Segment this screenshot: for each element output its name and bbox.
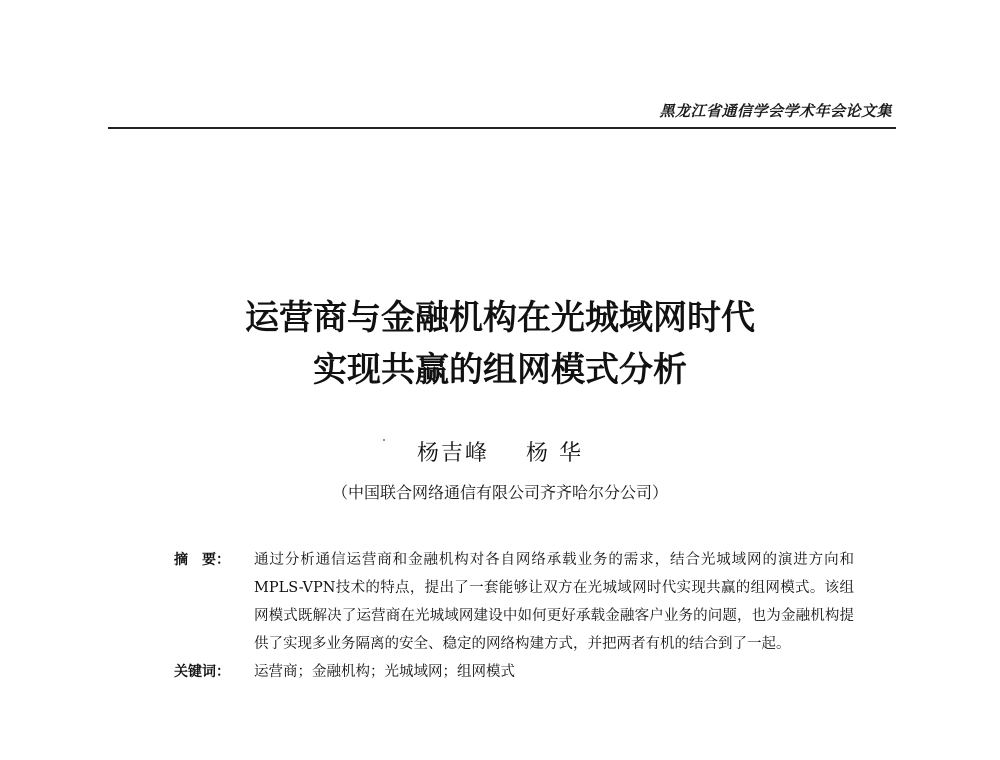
abstract-row <box>174 546 854 658</box>
abstract-text: 通过分析通信运营商和金融机构对各自网络承载业务的需求，结合光城域网的演进方向和MPLS-VPN技术的特点，提出了一套能够让双方在光城域网时代实现共赢的组网模式。该组网模式既解决了运营商在光城域网建设中如何更好承载金融客户业务的问题，也为金融机构提供了实现多业务隔离的安全、稳定的网络构建方式，并把两者有机的结合到了一起。 <box>254 552 854 652</box>
keywords-text: 运营商；金融机构；光城域网；组网模式 <box>254 664 515 680</box>
header-rule <box>108 127 896 129</box>
author-name: 杨 华 <box>526 441 583 466</box>
title-line-2: 实现共赢的组网模式分析 <box>313 350 687 390</box>
keywords-label: 关键词： <box>174 664 230 680</box>
author-name: 杨吉峰 <box>416 441 489 466</box>
abstract-label: 摘 要： <box>174 552 230 568</box>
paper-title <box>0 292 1000 396</box>
abstract-section <box>174 546 854 686</box>
keywords-row <box>174 658 854 686</box>
title-line-1: 运营商与金融机构在光城域网时代 <box>245 298 755 338</box>
running-header: 黑龙江省通信学会学术年会论文集 <box>659 102 892 120</box>
author-list <box>0 436 1000 467</box>
affiliation: （中国联合网络通信有限公司齐齐哈尔分公司） <box>331 483 668 502</box>
